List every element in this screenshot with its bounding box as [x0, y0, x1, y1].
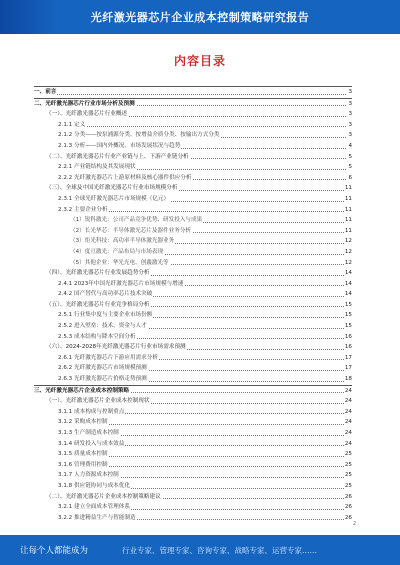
toc-dot-leader [58, 126, 346, 127]
toc-entry[interactable] [34, 492, 352, 503]
toc-entry-text: 3.2.1 建立全面成本管理体系 [58, 502, 131, 513]
toc-entry-page: 26 [344, 492, 352, 503]
toc-entry[interactable] [34, 439, 352, 450]
toc-entry-page: 18 [344, 374, 352, 385]
toc-entry-page: 11 [344, 226, 352, 237]
toc-entry-page: 15 [344, 310, 352, 321]
toc-entry-text: 2.4.1 2023年中国光纤激光器芯片市场规模与增速 [58, 279, 184, 290]
toc-entry-page: 6 [347, 173, 352, 184]
toc-entry[interactable] [34, 332, 352, 343]
toc-entry[interactable] [34, 300, 352, 311]
toc-entry-text: 2.2.1 产业链结构及其发展现状 [58, 162, 137, 173]
toc-entry[interactable] [34, 86, 352, 98]
toc-entry-text: （一）、光纤激光器芯片企业成本控制现状 [46, 396, 150, 407]
toc-entry-page: 25 [344, 460, 352, 471]
toc-entry-page: 5 [347, 152, 352, 163]
toc-entry-page: 15 [344, 300, 352, 311]
toc-entry[interactable] [34, 353, 352, 364]
toc-entry[interactable] [34, 152, 352, 163]
toc-entry-page: 11 [344, 205, 352, 216]
toc-entry-text: （三）、全球及中国光纤激光器芯片行业市场规模分析 [46, 183, 178, 194]
toc-entry-text: 2.6.1 光纤激光器芯片下游应用需求分析 [58, 353, 159, 364]
toc-entry-page: 24 [344, 386, 352, 397]
toc-entry-page: 4 [347, 141, 352, 152]
toc-entry-text: （一）、光纤激光器芯片行业概述 [46, 109, 128, 120]
toc-entry-page: 24 [344, 428, 352, 439]
toc-entry-page: 17 [344, 353, 352, 364]
toc-entry-text: 2.1.1 定义 [58, 120, 86, 131]
toc-entry-text: （五）、光纤激光器芯片行业竞争格局分析 [46, 300, 150, 311]
toc-entry-text: 3.2.2 推进精益生产与智能制造 [58, 513, 137, 524]
toc-dot-leader [34, 94, 346, 95]
toc-entry-text: 2.1.3 分析——国内外概况、市场发展状况与趋势 [58, 141, 181, 152]
toc-entry-page: 3 [347, 109, 352, 120]
toc-entry-page: 25 [344, 481, 352, 492]
toc-entry[interactable] [34, 310, 352, 321]
toc-entry[interactable] [34, 449, 352, 460]
toc-entry[interactable] [34, 279, 352, 290]
toc-entry[interactable] [34, 268, 352, 279]
toc-entry-page: 3 [347, 130, 352, 141]
toc-entry-text: （四）、光纤激光器芯片行业发展趋势分析 [46, 268, 150, 279]
toc-entry-text: 2.5.1 行业集中度与主要企业市场份额 [58, 310, 153, 321]
toc-entry-text: 2.6.2 光纤激光器芯片市场规模预测 [58, 363, 148, 374]
toc-entry[interactable] [34, 363, 352, 374]
toc-entry-page: 3 [347, 87, 352, 98]
toc-entry[interactable] [34, 162, 352, 173]
toc-entry[interactable] [34, 173, 352, 184]
toc-entry-text: （1）锐科激光：公司产品竞争优势、研发投入与成果 [70, 215, 203, 226]
toc-entry[interactable] [34, 374, 352, 385]
toc-entry-page: 14 [344, 268, 352, 279]
toc-entry[interactable] [34, 470, 352, 481]
report-title: 光纤激光器芯片企业成本控制策略研究报告 [90, 11, 310, 24]
toc-entry[interactable] [34, 109, 352, 120]
toc-entry-text: （4）度亘激光：产品布局与市场表现 [70, 247, 164, 258]
toc-entry[interactable] [34, 342, 352, 353]
toc-entry-text: 2.6.3 光纤激光器芯片价格走势预测 [58, 374, 148, 385]
toc-entry-page: 24 [344, 396, 352, 407]
toc-entry-page: 3 [347, 99, 352, 110]
toc-entry-page: 3 [347, 120, 352, 131]
page-number: 2 [352, 521, 356, 527]
toc-entry[interactable] [34, 481, 352, 492]
toc-entry[interactable] [34, 141, 352, 152]
toc-entry-page: 11 [344, 194, 352, 205]
footer-slogan: 让每个人都能成为 [20, 546, 89, 556]
toc-entry-text: 2.2.2 光纤激光器芯片上游原材料及核心器件供应分析 [58, 173, 192, 184]
toc-entry-text: 三、光纤激光器芯片企业成本控制策略 [34, 386, 130, 397]
toc-entry-text: 3.1.8 供应链协同与成本优化 [58, 481, 131, 492]
toc-entry-page: 12 [344, 258, 352, 269]
toc-entry[interactable] [34, 215, 352, 226]
toc-entry-text: 2.3.2 主要企业分析 [58, 205, 109, 216]
toc-entry-text: 3.1.1 成本构成与控制重点 [58, 407, 125, 418]
toc-entry-page: 17 [344, 363, 352, 374]
toc-entry[interactable] [34, 513, 352, 524]
toc-entry[interactable] [34, 428, 352, 439]
toc-entry-page: 16 [344, 342, 352, 353]
toc-entry-text: （5）其他企业：华光光电、创鑫激光等 [70, 258, 170, 269]
toc-entry-page: 25 [344, 449, 352, 460]
toc-entry-text: 2.5.2 进入壁垒：技术、资金与人才 [58, 321, 148, 332]
toc-entry-page: 11 [344, 215, 352, 226]
toc-entry-text: 二、光纤激光器芯片行业市场分析及预测 [34, 99, 136, 110]
toc-entry-page: 26 [344, 513, 352, 524]
toc-entry-page: 14 [344, 289, 352, 300]
toc-entry-page: 15 [344, 321, 352, 332]
toc-entry-page: 24 [344, 417, 352, 428]
toc-entry[interactable] [34, 258, 352, 269]
toc-entry[interactable] [34, 120, 352, 131]
toc-entry[interactable] [34, 407, 352, 418]
toc-entry-page: 12 [344, 247, 352, 258]
toc-entry-text: 3.1.6 管理费用控制 [58, 460, 109, 471]
toc-entry-page: 16 [344, 332, 352, 343]
toc-entry[interactable] [34, 183, 352, 194]
toc-entry[interactable] [34, 98, 352, 110]
footer-tagline: 行业专家、管理专家、咨询专家、战略专家、运营专家…… [122, 546, 317, 555]
toc-heading: 内容目录 [173, 54, 226, 68]
toc-entry-text: 2.5.3 成本结构与降本空间分析 [58, 332, 137, 343]
toc-entry[interactable] [34, 385, 352, 397]
toc-entry-text: （二）、光纤激光器芯片企业成本控制策略建议 [46, 492, 162, 503]
toc-entry[interactable] [34, 321, 352, 332]
toc-entry[interactable] [34, 247, 352, 258]
toc-entry-text: 一、前言 [34, 87, 57, 98]
toc-entry-page: 26 [344, 502, 352, 513]
toc-entry-text: 3.1.5 质量成本控制 [58, 449, 109, 460]
toc-entry-text: （六）、2024-2028年光纤激光器芯片行业市场需求预测 [46, 342, 187, 353]
toc-entry[interactable] [34, 289, 352, 300]
table-of-contents [34, 86, 352, 523]
toc-entry-text: 3.1.2 采购成本控制 [58, 417, 109, 428]
toc-entry-text: 2.1.2 分类——按泵浦源分类、按增益介质分类、按输出方式分类 [58, 130, 220, 141]
toc-entry-text: （2）长光华芯：半导体激光芯片及器件业务分析 [70, 226, 192, 237]
toc-entry[interactable] [34, 396, 352, 407]
toc-entry-page: 24 [344, 439, 352, 450]
toc-entry-text: （3）炬光科技：高功率半导体激光器业务 [70, 236, 175, 247]
toc-entry[interactable] [34, 130, 352, 141]
toc-entry-text: （二）、光纤激光器芯片行业产业链与上、下游产业链分析 [46, 152, 190, 163]
report-header [0, 0, 400, 34]
toc-entry-page: 5 [347, 162, 352, 173]
toc-entry-page: 24 [344, 407, 352, 418]
toc-entry-text: 2.3.1 全球光纤激光器芯片市场规模（亿元） [58, 194, 170, 205]
toc-entry-page: 25 [344, 470, 352, 481]
toc-entry[interactable] [34, 417, 352, 428]
toc-entry[interactable] [34, 226, 352, 237]
toc-entry-text: 3.1.4 研发投入与成本效益 [58, 439, 125, 450]
toc-entry[interactable] [34, 502, 352, 513]
toc-entry-text: 3.1.7 人力资源成本控制 [58, 470, 120, 481]
toc-entry[interactable] [34, 460, 352, 471]
report-footer [0, 535, 400, 565]
toc-entry-text: 2.4.2 国产替代与高功率芯片技术突破 [58, 289, 153, 300]
toc-entry-text: 3.1.3 生产制造成本控制 [58, 428, 120, 439]
toc-entry[interactable] [34, 194, 352, 205]
toc-entry[interactable] [34, 236, 352, 247]
toc-entry-page: 14 [344, 279, 352, 290]
toc-entry-page: 11 [344, 183, 352, 194]
toc-entry[interactable] [34, 205, 352, 216]
toc-entry-page: 12 [344, 236, 352, 247]
